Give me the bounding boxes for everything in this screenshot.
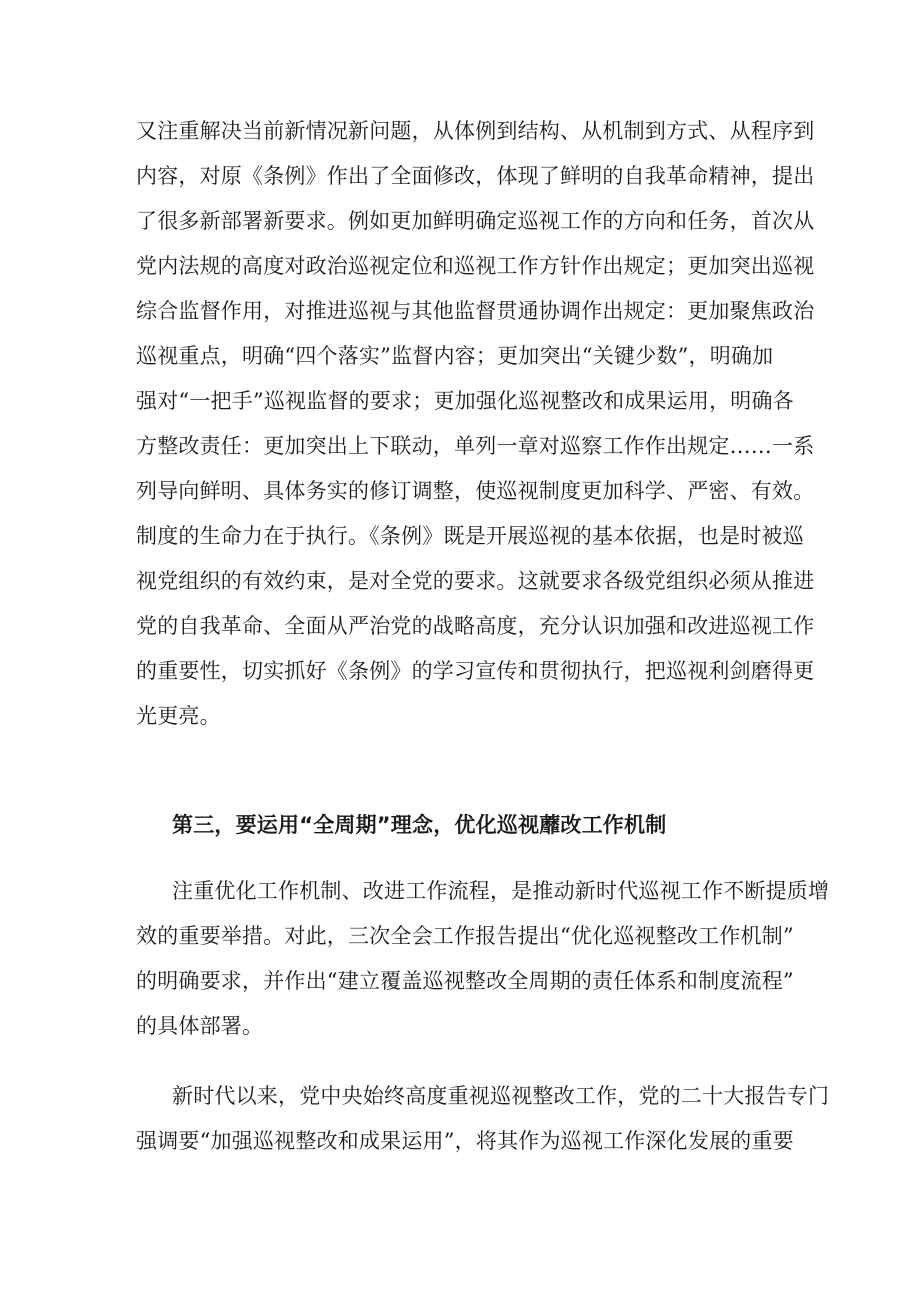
paragraph1-line: 综合监督作用，对推进巡视与其他监督贯通协调作出规定：更加聚焦政治 bbox=[136, 299, 815, 323]
paragraph3-line: 新时代以来，党中央始终高度重视巡视整改工作，党的二十大报告专门 bbox=[172, 1084, 830, 1108]
paragraph1-line: 列导向鲜明、具体务实的修订调整，使巡视制度更加科学、严密、有效。 bbox=[136, 479, 815, 503]
section-heading: 第三，要运用“全周期”理念，优化巡视蘼改工作机制 bbox=[172, 813, 667, 837]
paragraph1-line: 又注重解决当前新情况新问题，从体例到结构、从机制到方式、从程序到 bbox=[136, 119, 815, 143]
paragraph1-line: 党的自我革命、全面从严治党的战略高度，充分认识加强和改进巡视工作 bbox=[136, 614, 815, 638]
paragraph2-line: 注重优化工作机制、改进工作流程，是推动新时代巡视工作不断提质增 bbox=[172, 879, 830, 903]
paragraph1-line: 光更亮。 bbox=[136, 704, 221, 728]
paragraph1-line: 视党组织的有效约束，是对全党的要求。这就要求各级党组织必须从推进 bbox=[136, 569, 815, 593]
paragraph1-line: 强对“一把手”巡视监督的要求；更加强化巡视整改和成果运用，明确各 bbox=[136, 389, 794, 413]
paragraph1-line: 巡视重点，明确“四个落实”监督内容；更加突出“关键少数”，明确加 bbox=[136, 344, 774, 368]
paragraph1-line: 内容，对原《条例》作出了全面修改，体现了鲜明的自我革命精神，提出 bbox=[136, 164, 815, 188]
paragraph2-line: 的具体部署。 bbox=[136, 1014, 264, 1038]
paragraph2-line: 的明确要求，并作出“建立覆盖巡视整改全周期的责任体系和制度流程” bbox=[136, 969, 794, 993]
paragraph1-line: 党内法规的高度对政治巡视定位和巡视工作方针作出规定；更加突出巡视 bbox=[136, 254, 815, 278]
paragraph1-line: 方整改责任：更加突出上下联动，单列一章对巡察工作作出规定……一系 bbox=[136, 434, 815, 458]
paragraph1-line: 制度的生命力在于执行。《条例》既是开展巡视的基本依据，也是时被巡 bbox=[136, 524, 804, 548]
paragraph1-line: 的重要性，切实抓好《条例》的学习宣传和贯彻执行，把巡视利剑磨得更 bbox=[136, 659, 815, 683]
paragraph3-line: 强调要“加强巡视整改和成果运用”，将其作为巡视工作深化发展的重要 bbox=[136, 1129, 794, 1153]
paragraph2-line: 效的重要举措。对此，三次全会工作报告提出“优化巡视整改工作机制” bbox=[136, 924, 794, 948]
paragraph1-line: 了很多新部署新要求。例如更加鲜明确定巡视工作的方向和任务，首次从 bbox=[136, 209, 815, 233]
